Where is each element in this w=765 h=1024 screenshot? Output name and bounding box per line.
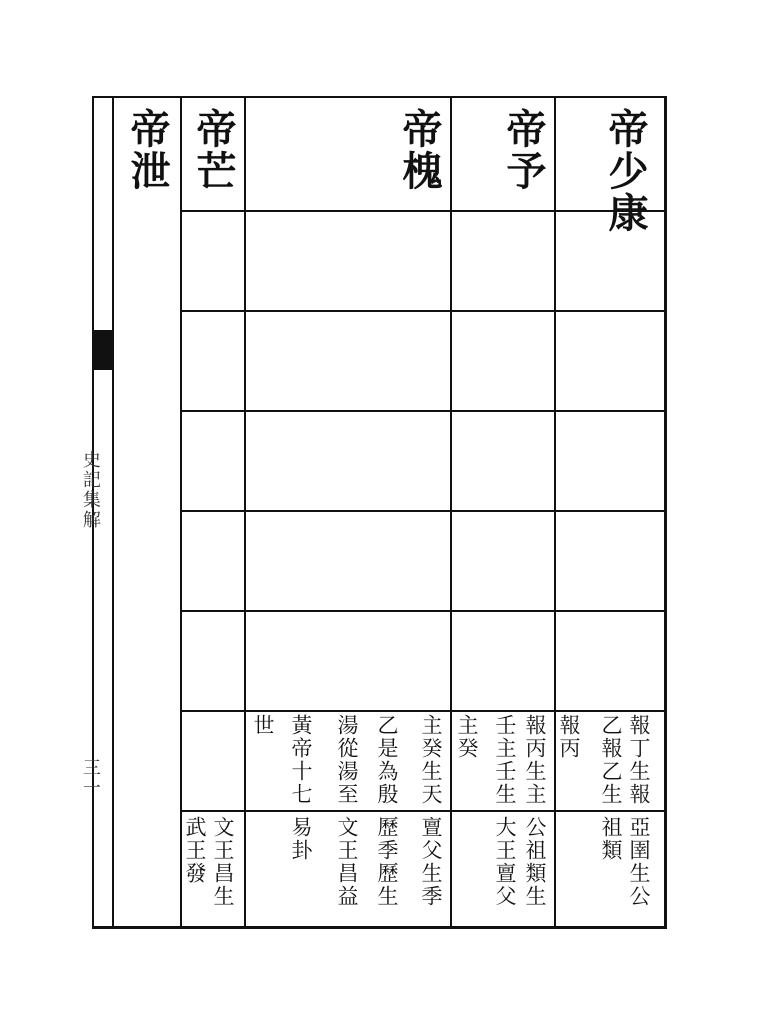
genealogy-line: 湯從湯至	[335, 714, 360, 806]
book-title: 史記集解	[79, 450, 101, 530]
genealogy-line: 乙報乙生	[599, 714, 624, 806]
margin-block-marker	[94, 330, 112, 370]
row-divider	[180, 510, 664, 512]
emperor-name-xie: 帝泄	[124, 108, 171, 192]
genealogy-line: 主癸	[455, 714, 480, 760]
genealogy-line: 亶父生季	[419, 816, 444, 908]
genealogy-line: 黃帝十七	[289, 714, 314, 806]
genealogy-line: 主癸生天	[419, 714, 444, 806]
emperor-name-huai: 帝槐	[396, 108, 443, 192]
genealogy-line: 報丙生主	[523, 714, 548, 806]
row-divider	[180, 310, 664, 312]
genealogy-line: 祖類	[599, 816, 624, 862]
genealogy-line: 武王發	[183, 816, 208, 885]
genealogy-line: 大王亶父	[493, 816, 518, 908]
page-number: 三一	[79, 758, 101, 798]
emperor-name-mang: 帝芒	[190, 108, 237, 192]
row-divider	[180, 610, 664, 612]
genealogy-line: 報丁生報	[627, 714, 652, 806]
genealogy-line: 文王昌益	[335, 816, 360, 908]
genealogy-line: 易卦	[289, 816, 314, 862]
emperor-name-yu: 帝予	[500, 108, 547, 192]
row-divider	[180, 410, 664, 412]
genealogy-line: 文王昌生	[211, 816, 236, 908]
genealogy-line: 世	[251, 714, 276, 737]
row-divider	[180, 210, 664, 212]
row-divider	[180, 710, 664, 712]
emperor-name-shaokang: 帝少康	[602, 108, 649, 234]
genealogy-line: 公祖類生	[523, 816, 548, 908]
page-frame	[92, 96, 667, 929]
genealogy-line: 亞圉生公	[627, 816, 652, 908]
genealogy-line: 歷季歷生	[375, 816, 400, 908]
genealogy-line: 壬主壬生	[493, 714, 518, 806]
margin-divider	[112, 96, 114, 926]
genealogy-line: 報丙	[557, 714, 582, 760]
row-divider	[180, 810, 664, 812]
genealogy-line: 乙是為殷	[375, 714, 400, 806]
